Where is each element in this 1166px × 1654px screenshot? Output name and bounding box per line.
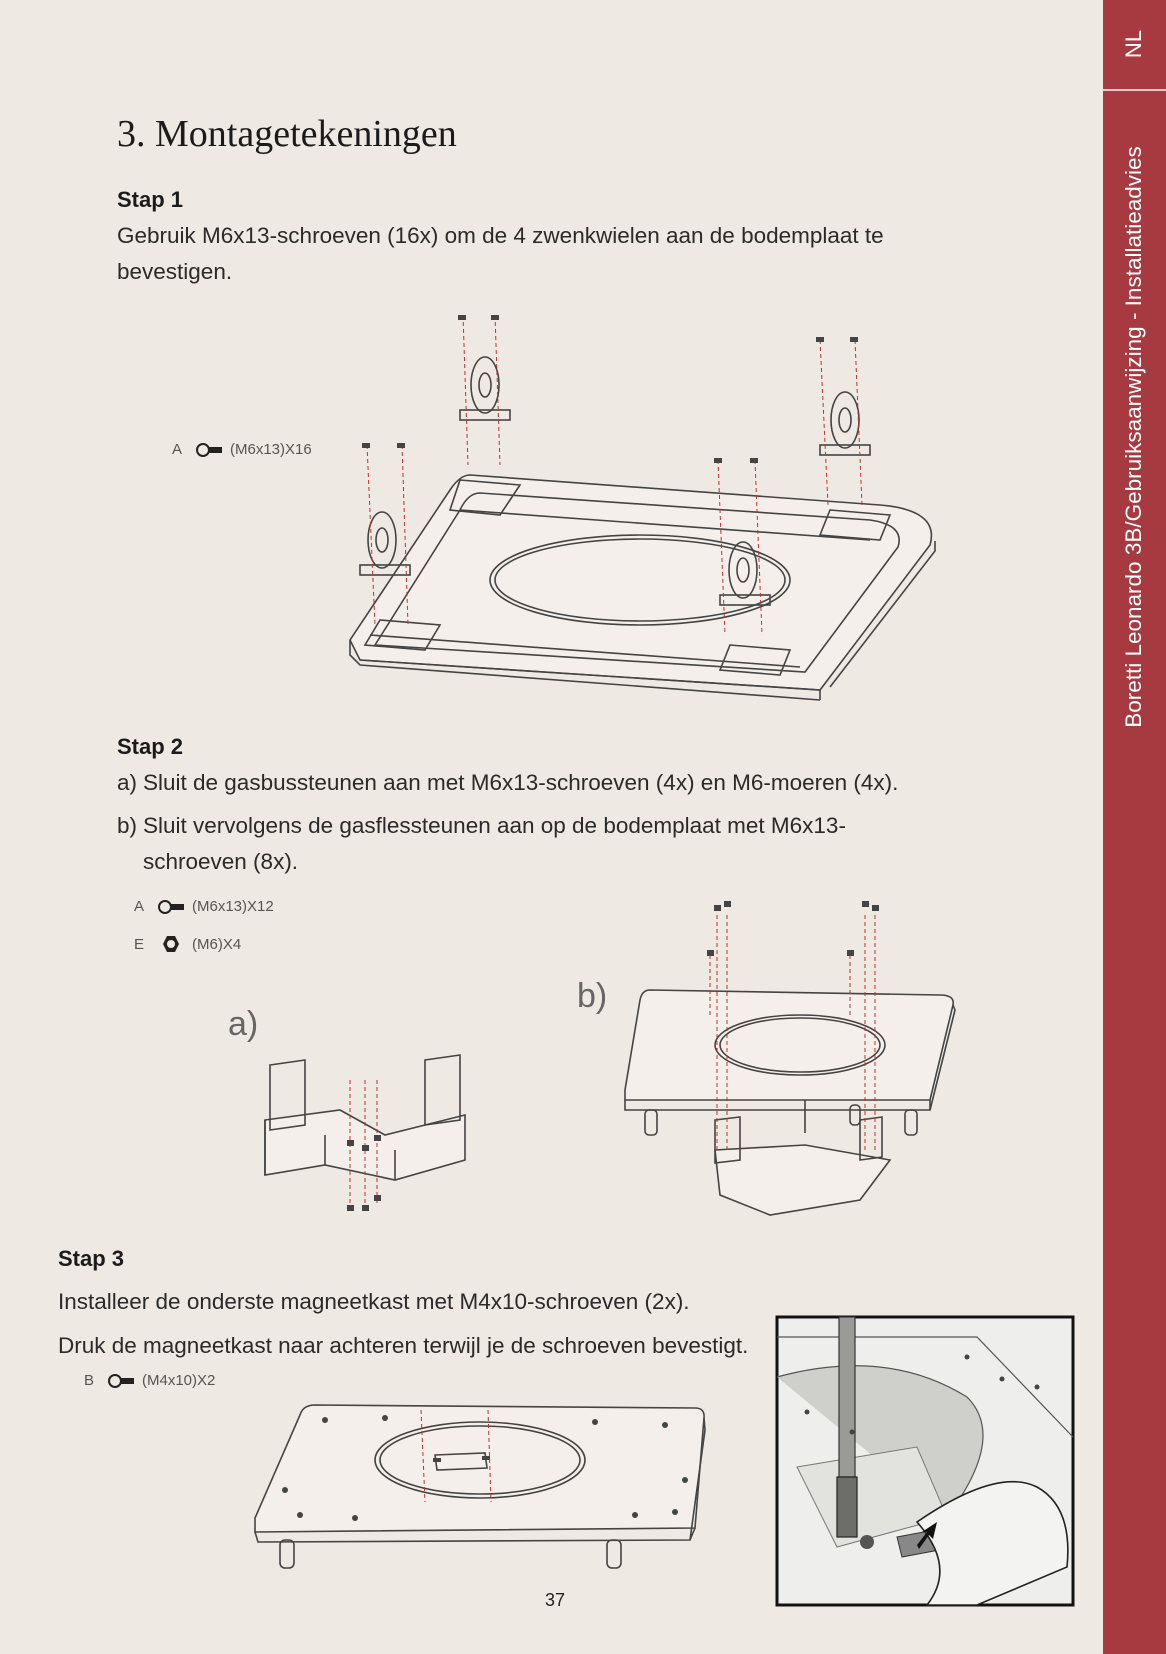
step1-diagram [350,315,950,725]
step3-text2: Druk de magneetkast naar achteren terwijl je de schroeven bevestigt. [58,1333,749,1358]
nut-icon [158,935,188,953]
step2-part-a [134,898,274,915]
part-key: E [134,935,145,953]
part-key: B [84,1372,95,1389]
item-text: Sluit de gasbussteunen aan met M6x13-schroeven (4x) en M6-moeren (4x). [143,770,899,795]
page-heading: 3. Montagetekeningen [117,113,457,155]
step3-part-b [84,1372,215,1389]
part-label: (M6x13)X16 [230,441,312,458]
sidebar-band [1103,0,1166,1654]
part-key: A [172,441,183,458]
step2a-diagram [265,1055,485,1215]
part-label: (M6)X4 [192,935,242,953]
item-label: b) [117,813,138,838]
language-label: NL [1121,29,1147,59]
figure-label-a: a) [228,1005,259,1043]
screw-icon [158,899,188,915]
step1-part-a [172,441,312,458]
step2b-diagram [620,895,975,1220]
item-text: Sluit vervolgens de gasflessteunen aan op de bodemplaat met M6x13-schroeven (8x). [143,813,846,874]
screw-icon [196,442,226,458]
figure-label-b: b) [577,977,608,1015]
part-key: A [134,898,145,915]
step2-part-e [134,935,241,953]
screw-icon [108,1373,138,1389]
item-label: a) [117,770,138,795]
step1-title: Stap 1 [117,187,184,212]
part-label: (M4x10)X2 [142,1372,216,1389]
sidebar-title: Boretti Leonardo 3B/Gebruiksaanwijzing - Installatieadvies [1121,146,1146,728]
page-number: 37 [545,1590,566,1610]
step3-photo [777,1317,1073,1605]
step1-text: Gebruik M6x13-schroeven (16x) om de 4 zwenkwielen aan de bodemplaat te bevestigen. [117,223,884,284]
step3-text1: Installeer de onderste magneetkast met M4x10-schroeven (2x). [58,1289,690,1314]
part-label: (M6x13)X12 [192,898,274,915]
language-tab [1103,0,1166,88]
step3-title: Stap 3 [58,1246,125,1271]
step3-diagram [255,1400,710,1580]
step2-title: Stap 2 [117,734,184,759]
